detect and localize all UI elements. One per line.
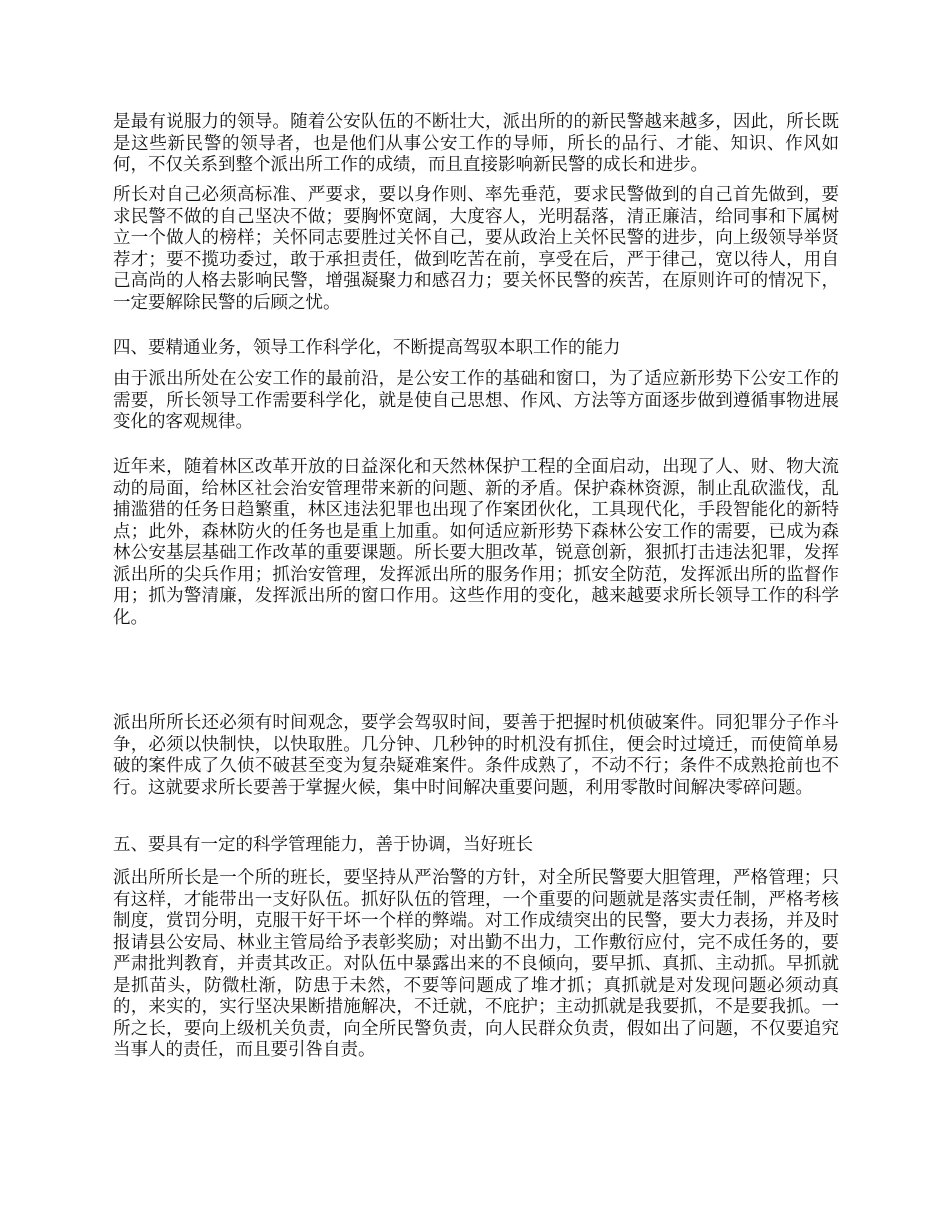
paragraph-1: 是最有说服力的领导。随着公安队伍的不断壮大，派出所的的新民警越来越多，因此，所长既是这些新民警的领导者，也是他们从事公安工作的导师，所长的品行、才能、知识、作风如何，不仅关系到整个派出所工作的成绩，而且直接影响新民警的成长和进步。 xyxy=(113,112,839,175)
paragraph-4: 近年来，随着林区改革开放的日益深化和天然林保护工程的全面启动，出现了人、财、物大流动的局面，给林区社会治安管理带来新的问题、新的矛盾。保护森林资源，制止乱砍滥伐，乱捕滥猎的任务日趋繁重，林区违法犯罪也出现了作案团伙化，工具现代化，手段智能化的新特点；此外，森林防火的任务也是重上加重。如何适应新形势下森林公安工作的需要，已成为森林公安基层基础工作改革的重要课题。所长要大胆改革，锐意创新，狠抓打击违法犯罪，发挥派出所的尖兵作用；抓治安管理，发挥派出所的服务作用；抓安全防范，发挥派出所的监督作用；抓为警清廉，发挥派出所的窗口作用。这些作用的变化，越来越要求所长领导工作的科学化。 xyxy=(113,457,839,628)
paragraph-5: 派出所所长还必须有时间观念，要学会驾驭时间，要善于把握时机侦破案件。同犯罪分子作斗争，必须以快制快，以快取胜。几分钟、几秒钟的时机没有抓住，便会时过境迁，而使简单易破的案件成了久侦不破甚至变为复杂疑难案件。条件成熟了，不动不行；条件不成熟抢前也不行。这就要求所长要善于掌握火候，集中时间解决重要问题，利用零散时间解决零碎问题。 xyxy=(113,713,839,798)
section-heading-4: 四、要精通业务，领导工作科学化，不断提高驾驭本职工作的能力 xyxy=(113,338,621,358)
section-heading-5: 五、要具有一定的科学管理能力，善于协调，当好班长 xyxy=(113,835,533,855)
paragraph-2: 所长对自己必须高标准、严要求，要以身作则、率先垂范，要求民警做到的自己首先做到，要求民警不做的自己坚决不做；要胸怀宽阔，大度容人，光明磊落，清正廉洁，给同事和下属树立一个做人的榜样；关怀同志要胜过关怀自己，要从政治上关怀民警的进步，向上级领导举贤荐才；要不揽功委过，敢于承担责任，做到吃苦在前，享受在后，严于律己，宽以待人，用自己高尚的人格去影响民警，增强凝聚力和感召力；要关怀民警的疾苦，在原则许可的情况下，一定要解除民警的后顾之忧。 xyxy=(113,185,839,313)
paragraph-6: 派出所所长是一个所的班长，要坚持从严治警的方针，对全所民警要大胆管理，严格管理；只有这样，才能带出一支好队伍。抓好队伍的管理，一个重要的问题就是落实责任制，严格考核制度，赏罚分明，克服干好干坏一个样的弊端。对工作成绩突出的民警，要大力表扬，并及时报请县公安局、林业主管局给予表彰奖励；对出勤不出力，工作敷衍应付，完不成任务的，要严肃批判教育，并责其改正。对队伍中暴露出来的不良倾向，要早抓、真抓、主动抓。早抓就是抓苗头，防微杜渐，防患于未然，不要等问题成了堆才抓；真抓就是对发现问题必须动真的，来实的，实行坚决果断措施解决，不迁就，不庇护；主动抓就是我要抓，不是要我抓。一所之长，要向上级机关负责，向全所民警负责，向人民群众负责，假如出了问题，不仅要追究当事人的责任，而且要引咎自责。 xyxy=(113,868,839,1060)
paragraph-3: 由于派出所处在公安工作的最前沿，是公安工作的基础和窗口，为了适应新形势下公安工作的需要，所长领导工作需要科学化，就是使自己思想、作风、方法等方面逐步做到遵循事物进展变化的客观规律。 xyxy=(113,369,839,432)
